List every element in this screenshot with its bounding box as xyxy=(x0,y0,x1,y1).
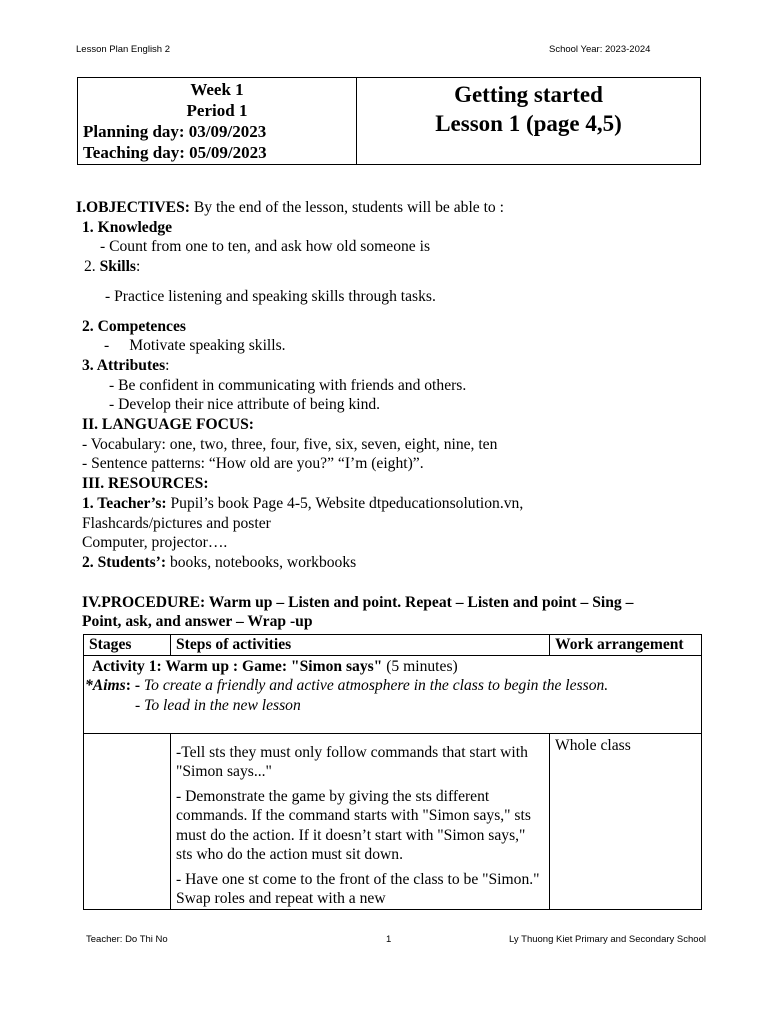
activity-title: Activity 1: Warm up : Game: "Simon says" xyxy=(92,657,383,675)
language-focus-heading: II. LANGUAGE FOCUS: xyxy=(82,416,254,434)
procedure-heading: IV.PROCEDURE: Warm up – Listen and point. Repeat – Listen and point – Sing – xyxy=(82,593,634,611)
procedure-table xyxy=(83,634,702,910)
table-header-work: Work arrangement xyxy=(550,635,702,656)
lesson-info-table xyxy=(77,77,701,165)
competences-dash: - xyxy=(104,337,110,355)
vocabulary-line: - Vocabulary: one, two, three, four, five, six, seven, eight, nine, ten xyxy=(82,435,498,453)
teaching-day: Teaching day: 05/09/2023 xyxy=(83,143,267,162)
step-item: - Demonstrate the game by giving the sts different commands. If the command starts with "Simon says," sts must do the action. If it doesn’t start with "Simon says," sts who do the action must sit down. xyxy=(176,787,531,863)
lesson-title-cell xyxy=(357,78,700,164)
skills-heading: Skills xyxy=(99,258,137,276)
table-header-stages: Stages xyxy=(84,635,171,656)
aims-separator: : - xyxy=(125,677,144,694)
week-label: Week 1 xyxy=(190,80,244,99)
skills-colon: : xyxy=(136,258,141,276)
resources-heading: III. RESOURCES: xyxy=(82,475,209,493)
sentence-patterns-line: - Sentence patterns: “How old are you?” “I’m (eight)”. xyxy=(82,455,424,473)
student-resources-line xyxy=(76,553,736,573)
work-arrangement-cell: Whole class xyxy=(550,733,702,909)
table-header-steps: Steps of activities xyxy=(171,635,550,656)
lesson-title: Getting started xyxy=(454,82,603,107)
stages-cell xyxy=(84,733,171,909)
skills-item: - Practice listening and speaking skills through tasks. xyxy=(105,287,436,305)
aims-text-2: - To lead in the new lesson xyxy=(135,696,301,714)
aims-text: To create a friendly and active atmosphere in the class to begin the lesson. xyxy=(143,677,609,694)
competences-item: Motivate speaking skills. xyxy=(129,337,286,355)
activity-row xyxy=(84,655,702,733)
objectives-line xyxy=(76,198,736,218)
planning-day: Planning day: 03/09/2023 xyxy=(83,122,267,141)
procedure-heading-line-2: Point, ask, and answer – Wrap -up xyxy=(82,613,313,631)
competences-heading: 2. Competences xyxy=(82,317,186,335)
footer-school: Ly Thuong Kiet Primary and Secondary School xyxy=(509,934,706,945)
lesson-subtitle: Lesson 1 (page 4,5) xyxy=(435,111,622,136)
student-resources-label: 2. Students’: xyxy=(82,553,167,571)
attributes-heading: 3. Attributes xyxy=(82,356,166,374)
table-header-row xyxy=(84,635,702,656)
teacher-resources-line-2: Flashcards/pictures and poster xyxy=(82,514,271,532)
aims-line xyxy=(85,676,696,696)
activity-cell xyxy=(84,655,702,733)
activity-title-line xyxy=(89,657,696,677)
teacher-resources-label: 1. Teacher’s: xyxy=(82,494,167,512)
lesson-body xyxy=(76,198,736,632)
step-item: - Have one st come to the front of the class to be "Simon." Swap roles and repeat with a new xyxy=(176,870,540,907)
attributes-item-1: - Be confident in communicating with friends and others. xyxy=(109,376,467,394)
lesson-schedule-cell xyxy=(78,78,357,164)
period-label: Period 1 xyxy=(186,101,248,120)
activity-time: (5 minutes) xyxy=(382,657,458,675)
steps-cell xyxy=(171,733,550,909)
page-header-right: School Year: 2023-2024 xyxy=(549,44,651,55)
competences-line xyxy=(76,336,736,356)
knowledge-heading: 1. Knowledge xyxy=(82,218,173,236)
attributes-line xyxy=(76,356,736,376)
objectives-heading: I.OBJECTIVES: xyxy=(76,199,190,216)
teacher-resources-text: Pupil’s book Page 4-5, Website dtpeducationsolution.vn, xyxy=(166,494,524,512)
student-resources-text: books, notebooks, workbooks xyxy=(166,553,357,571)
teacher-resources-line-3: Computer, projector…. xyxy=(82,534,228,552)
aims-label: *Aims xyxy=(85,677,126,694)
skills-number: 2. xyxy=(84,258,100,276)
steps-row xyxy=(84,733,702,909)
attributes-item-2: - Develop their nice attribute of being kind. xyxy=(109,396,381,414)
knowledge-item: - Count from one to ten, and ask how old someone is xyxy=(100,238,431,256)
skills-line xyxy=(76,257,736,277)
attributes-colon: : xyxy=(165,356,170,374)
objectives-intro: By the end of the lesson, students will be able to : xyxy=(189,199,504,216)
step-item: -Tell sts they must only follow commands that start with "Simon says..." xyxy=(176,743,528,780)
page-header-left: Lesson Plan English 2 xyxy=(76,44,171,55)
footer-teacher: Teacher: Do Thi No xyxy=(86,934,168,945)
page-number: 1 xyxy=(386,934,392,945)
teacher-resources-line xyxy=(76,494,736,514)
